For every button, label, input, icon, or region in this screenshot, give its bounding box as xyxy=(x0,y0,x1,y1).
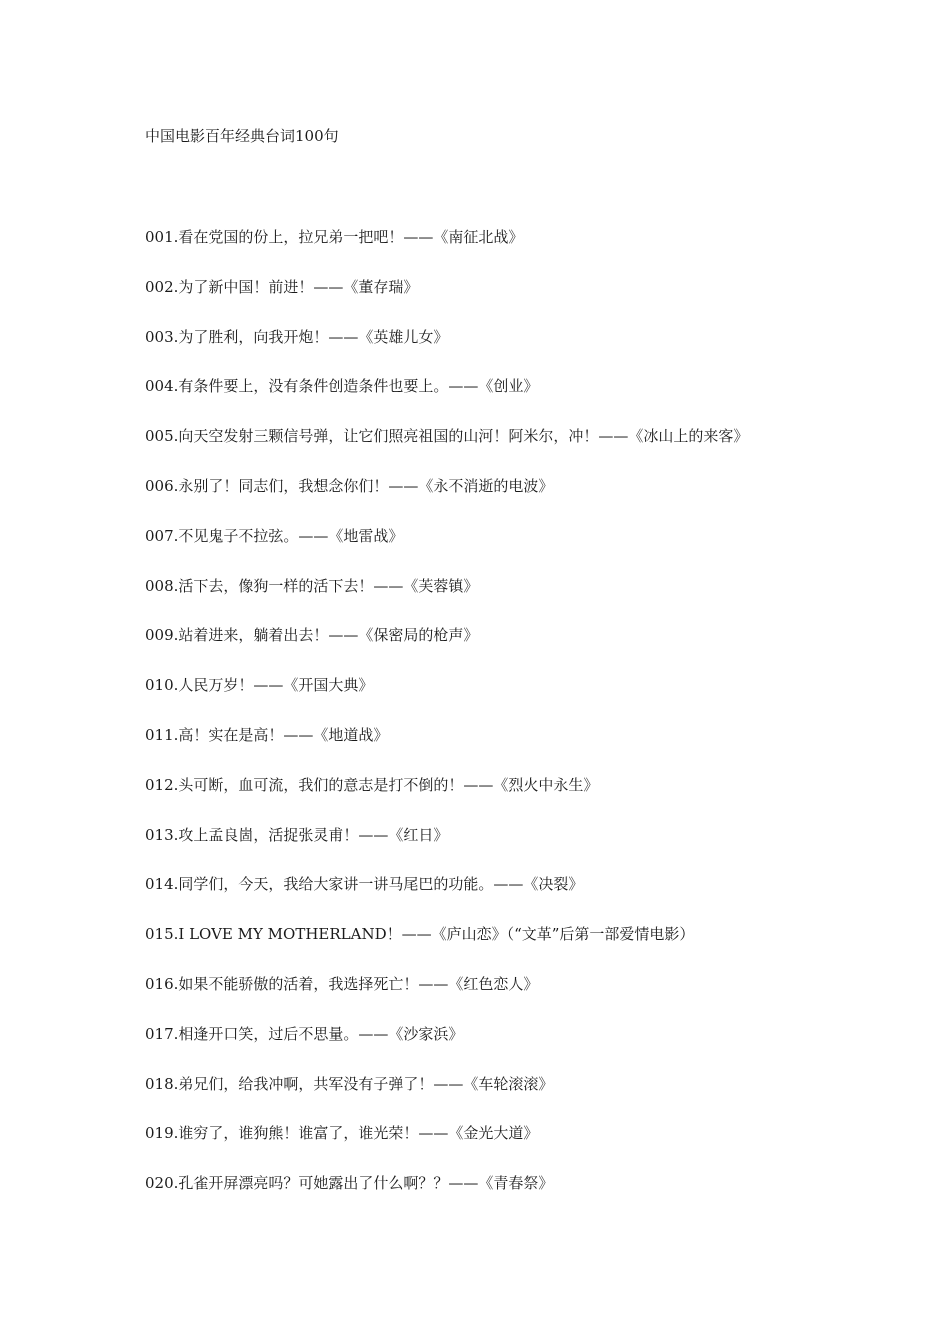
quote-line: 001.看在党国的份上，拉兄弟一把吧！——《南征北战》 xyxy=(145,228,524,246)
quote-line: 004.有条件要上，没有条件创造条件也要上。——《创业》 xyxy=(145,377,539,396)
quote-line: 019.谁穷了，谁狗熊！谁富了，谁光荣！——《金光大道》 xyxy=(145,1124,539,1143)
quote-line: 020.孔雀开屏漂亮吗？可她露出了什么啊？？——《青春祭》 xyxy=(145,1174,554,1193)
quote-line: 008.活下去，像狗一样的活下去！——《芙蓉镇》 xyxy=(145,576,479,595)
quote-line: 015.I LOVE MY MOTHERLAND！——《庐山恋》（“文革”后第一部爱情电影） xyxy=(145,925,695,944)
quote-line: 003.为了胜利，向我开炮！——《英雄儿女》 xyxy=(145,327,449,346)
quote-line: 005.向天空发射三颗信号弹，让它们照亮祖国的山河！阿米尔，冲！——《冰山上的来客》 xyxy=(145,427,749,446)
quote-line: 013.攻上孟良崮，活捉张灵甫！——《红日》 xyxy=(145,825,449,844)
quote-line: 009.站着进来，躺着出去！——《保密局的枪声》 xyxy=(145,626,479,645)
quote-line: 002.为了新中国！前进！——《董存瑞》 xyxy=(145,277,419,296)
quote-line: 016.如果不能骄傲的活着，我选择死亡！——《红色恋人》 xyxy=(145,974,539,993)
document-title: 中国电影百年经典台词100句 xyxy=(145,127,339,145)
quote-line: 014.同学们，今天，我给大家讲一讲马尾巴的功能。——《决裂》 xyxy=(145,875,584,894)
quote-line: 010.人民万岁！——《开国大典》 xyxy=(145,676,374,695)
quote-line: 018.弟兄们，给我冲啊，共军没有子弹了！——《车轮滚滚》 xyxy=(145,1074,554,1093)
quote-list xyxy=(145,226,748,1222)
quote-line: 017.相逢开口笑，过后不思量。——《沙家浜》 xyxy=(145,1024,464,1043)
quote-line: 012.头可断，血可流，我们的意志是打不倒的！——《烈火中永生》 xyxy=(145,775,599,794)
quote-line: 007.不见鬼子不拉弦。——《地雷战》 xyxy=(145,526,404,545)
quote-line: 011.高！实在是高！——《地道战》 xyxy=(145,725,389,744)
quote-line: 006.永别了！同志们，我想念你们！——《永不消逝的电波》 xyxy=(145,476,554,495)
